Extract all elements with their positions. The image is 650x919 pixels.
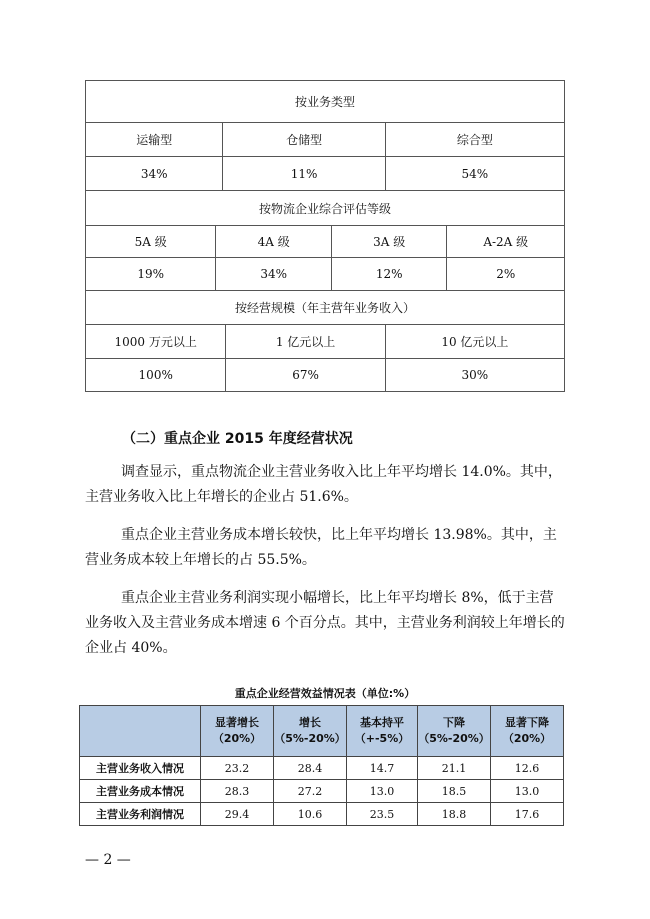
column-header bbox=[418, 706, 491, 757]
column-header bbox=[347, 706, 418, 757]
scale-value: 30% bbox=[385, 359, 564, 391]
column-header-line1: 基本持平 bbox=[360, 716, 404, 729]
column-header bbox=[274, 706, 347, 757]
table-cell: 21.1 bbox=[418, 757, 491, 780]
row-label: 主营业务成本情况 bbox=[80, 780, 201, 803]
performance-table bbox=[79, 705, 564, 826]
paragraph-revenue: 调查显示，重点物流企业主营业务收入比上年平均增长 14.0%。其中，主营业务收入比上年增长的企业占 51.6%。 bbox=[85, 464, 562, 505]
column-header-line1: 下降 bbox=[443, 716, 465, 729]
table-cell: 10.6 bbox=[274, 803, 347, 826]
scale-value: 100% bbox=[138, 368, 173, 382]
grade-value-row bbox=[86, 257, 564, 290]
type-label: 综合型 bbox=[385, 123, 564, 156]
scale-label: 1000 万元以上 bbox=[114, 335, 197, 349]
table-cell: 28.4 bbox=[274, 757, 347, 780]
column-header-line2: （5%-20%） bbox=[418, 732, 490, 745]
table-row bbox=[80, 803, 564, 826]
corner-cell bbox=[80, 706, 201, 757]
scale-label: 10 亿元以上 bbox=[385, 325, 564, 358]
scale-value: 67% bbox=[225, 359, 384, 391]
table-cell: 27.2 bbox=[274, 780, 347, 803]
type-value: 34% bbox=[140, 166, 168, 181]
paragraph-profit: 重点企业主营业务利润实现小幅增长，比上年平均增长 8%，低于主营业务收入及主营业务成本增速 6 个百分点。其中，主营业务利润较上年增长的企业占 40%。 bbox=[85, 590, 565, 656]
column-header-line2: （20%） bbox=[212, 732, 262, 745]
grade-header: 按物流企业综合评估等级 bbox=[258, 201, 391, 216]
enterprise-classification-table bbox=[85, 80, 565, 392]
scale-value-row bbox=[86, 358, 564, 391]
type-header: 按业务类型 bbox=[294, 95, 355, 109]
grade-label: 4A 级 bbox=[215, 226, 331, 257]
grade-value: 2% bbox=[446, 258, 564, 290]
row-label: 主营业务利润情况 bbox=[80, 803, 201, 826]
grade-label: A-2A 级 bbox=[446, 226, 564, 257]
column-header bbox=[491, 706, 564, 757]
paragraph-cost: 重点企业主营业务成本增长较快，比上年平均增长 13.98%。其中，主营业务成本较上年增长的占 55.5%。 bbox=[85, 527, 557, 568]
type-label-row bbox=[86, 122, 564, 156]
column-header-line2: （+-5%） bbox=[354, 732, 410, 745]
table-cell: 13.0 bbox=[347, 780, 418, 803]
table-cell: 23.5 bbox=[347, 803, 418, 826]
table-cell: 13.0 bbox=[491, 780, 564, 803]
performance-table-title: 重点企业经营效益情况表（单位:%） bbox=[234, 687, 416, 700]
scale-label: 1 亿元以上 bbox=[225, 325, 384, 358]
column-header-line2: （5%-20%） bbox=[274, 732, 346, 745]
performance-header-row bbox=[80, 706, 564, 757]
type-value-row bbox=[86, 156, 564, 190]
grade-value: 34% bbox=[215, 258, 331, 290]
table-row bbox=[80, 780, 564, 803]
column-header-line1: 显著下降 bbox=[505, 716, 549, 729]
page-number: — 2 — bbox=[85, 852, 131, 868]
scale-header: 按经营规模（年主营年业务收入） bbox=[234, 301, 415, 315]
table-cell: 18.8 bbox=[418, 803, 491, 826]
column-header-line1: 增长 bbox=[299, 716, 321, 729]
grade-value: 19% bbox=[137, 267, 165, 281]
type-value: 54% bbox=[385, 157, 564, 190]
table-row bbox=[80, 757, 564, 780]
type-label: 仓储型 bbox=[222, 123, 384, 156]
section-title: （二）重点企业 2015 年度经营状况 bbox=[122, 431, 353, 447]
column-header-line1: 显著增长 bbox=[215, 716, 259, 729]
table-cell: 14.7 bbox=[347, 757, 418, 780]
grade-label: 5A 级 bbox=[134, 235, 167, 249]
scale-header-row bbox=[86, 290, 564, 324]
scale-label-row bbox=[86, 324, 564, 358]
type-label: 运输型 bbox=[136, 133, 173, 147]
table-cell: 23.2 bbox=[201, 757, 274, 780]
grade-label: 3A 级 bbox=[331, 226, 447, 257]
row-label: 主营业务收入情况 bbox=[80, 757, 201, 780]
grade-label-row bbox=[86, 225, 564, 257]
type-header-row bbox=[86, 81, 564, 122]
grade-header-row bbox=[86, 190, 564, 225]
table-cell: 17.6 bbox=[491, 803, 564, 826]
table-cell: 18.5 bbox=[418, 780, 491, 803]
column-header bbox=[201, 706, 274, 757]
table-cell: 12.6 bbox=[491, 757, 564, 780]
column-header-line2: （20%） bbox=[502, 732, 552, 745]
table-cell: 29.4 bbox=[201, 803, 274, 826]
grade-value: 12% bbox=[331, 258, 447, 290]
type-value: 11% bbox=[222, 157, 384, 190]
table-cell: 28.3 bbox=[201, 780, 274, 803]
